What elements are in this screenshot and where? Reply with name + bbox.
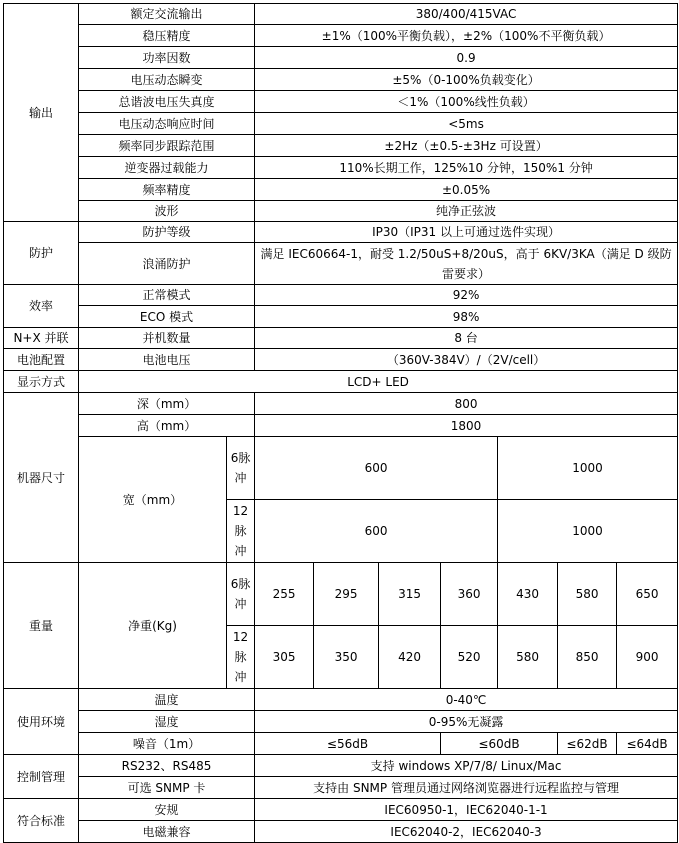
row-label: 额定交流输出 bbox=[79, 4, 255, 25]
row-label: 噪音（1m） bbox=[79, 733, 255, 755]
row-label: 电池电压 bbox=[79, 349, 255, 371]
table-row bbox=[4, 201, 678, 222]
table-row bbox=[4, 222, 678, 243]
cell-value: 305 bbox=[255, 626, 314, 689]
category-dimensions: 机器尺寸 bbox=[4, 393, 79, 563]
row-value: 110%长期工作，125%10 分钟，150%1 分钟 bbox=[255, 157, 678, 179]
row-label: 频率精度 bbox=[79, 179, 255, 201]
row-label: 宽（mm） bbox=[79, 437, 227, 563]
row-label: 波形 bbox=[79, 201, 255, 222]
cell-value: 350 bbox=[314, 626, 379, 689]
cell-value: 600 bbox=[255, 500, 498, 563]
table-row bbox=[4, 25, 678, 47]
row-value: 支持由 SNMP 管理员通过网络浏览器进行远程监控与管理 bbox=[255, 777, 678, 799]
cell-value: ≤64dB bbox=[617, 733, 678, 755]
cell-value: 295 bbox=[314, 563, 379, 626]
cell-value: 580 bbox=[498, 626, 558, 689]
spec-table bbox=[3, 3, 678, 843]
table-row bbox=[4, 243, 678, 285]
cell-value: 900 bbox=[617, 626, 678, 689]
table-row bbox=[4, 393, 678, 415]
pulse-label: 12脉冲 bbox=[227, 626, 255, 689]
cell-value: 850 bbox=[558, 626, 617, 689]
row-label: 湿度 bbox=[79, 711, 255, 733]
row-value: IP30（IP31 以上可通过选件实现） bbox=[255, 222, 678, 243]
row-label: 正常模式 bbox=[79, 285, 255, 306]
row-label: 电磁兼容 bbox=[79, 821, 255, 843]
table-row bbox=[4, 285, 678, 306]
table-row bbox=[4, 437, 678, 500]
cell-value: 255 bbox=[255, 563, 314, 626]
cell-value: 1000 bbox=[498, 500, 678, 563]
category-weight: 重量 bbox=[4, 563, 79, 689]
category-efficiency: 效率 bbox=[4, 285, 79, 328]
cell-value: 430 bbox=[498, 563, 558, 626]
row-value: ±1%（100%平衡负载），±2%（100%不平衡负载） bbox=[255, 25, 678, 47]
row-value: 支持 windows XP/7/8/ Linux/Mac bbox=[255, 755, 678, 777]
row-value: 1800 bbox=[255, 415, 678, 437]
cell-value: 360 bbox=[441, 563, 498, 626]
cell-value: 650 bbox=[617, 563, 678, 626]
cell-value: 315 bbox=[379, 563, 441, 626]
table-row bbox=[4, 563, 678, 626]
row-label: 浪涌防护 bbox=[79, 243, 255, 285]
pulse-label: 6脉冲 bbox=[227, 563, 255, 626]
row-value: ±0.05% bbox=[255, 179, 678, 201]
table-row bbox=[4, 821, 678, 843]
row-label: 安规 bbox=[79, 799, 255, 821]
table-row bbox=[4, 69, 678, 91]
pulse-label: 12脉冲 bbox=[227, 500, 255, 563]
row-label: 逆变器过载能力 bbox=[79, 157, 255, 179]
cell-value: 520 bbox=[441, 626, 498, 689]
table-row bbox=[4, 371, 678, 393]
row-value: ±5%（0-100%负载变化） bbox=[255, 69, 678, 91]
row-label: RS232、RS485 bbox=[79, 755, 255, 777]
cell-value: 420 bbox=[379, 626, 441, 689]
table-row bbox=[4, 157, 678, 179]
row-label: 稳压精度 bbox=[79, 25, 255, 47]
row-label: 高（mm） bbox=[79, 415, 255, 437]
row-value: 8 台 bbox=[255, 328, 678, 349]
row-value: IEC62040-2，IEC62040-3 bbox=[255, 821, 678, 843]
category-output: 输出 bbox=[4, 4, 79, 222]
row-value: <5ms bbox=[255, 113, 678, 135]
table-row bbox=[4, 113, 678, 135]
table-row bbox=[4, 4, 678, 25]
table-row bbox=[4, 711, 678, 733]
table-row bbox=[4, 91, 678, 113]
row-label: 温度 bbox=[79, 689, 255, 711]
row-value: 0-95%无凝露 bbox=[255, 711, 678, 733]
table-row bbox=[4, 415, 678, 437]
cell-value: 600 bbox=[255, 437, 498, 500]
row-value: ±2Hz（±0.5-±3Hz 可设置） bbox=[255, 135, 678, 157]
cell-value: ≤62dB bbox=[558, 733, 617, 755]
row-value: IEC60950-1，IEC62040-1-1 bbox=[255, 799, 678, 821]
table-row bbox=[4, 755, 678, 777]
row-value: 0.9 bbox=[255, 47, 678, 69]
category-parallel: N+X 并联 bbox=[4, 328, 79, 349]
row-label: 电压动态响应时间 bbox=[79, 113, 255, 135]
row-value: 0-40℃ bbox=[255, 689, 678, 711]
pulse-label: 6脉冲 bbox=[227, 437, 255, 500]
table-row bbox=[4, 306, 678, 328]
table-row bbox=[4, 135, 678, 157]
row-label: 功率因数 bbox=[79, 47, 255, 69]
category-protection: 防护 bbox=[4, 222, 79, 285]
table-row bbox=[4, 179, 678, 201]
row-label: 并机数量 bbox=[79, 328, 255, 349]
category-environment: 使用环境 bbox=[4, 689, 79, 755]
cell-value: 580 bbox=[558, 563, 617, 626]
category-standards: 符合标准 bbox=[4, 799, 79, 843]
row-label: 总谐波电压失真度 bbox=[79, 91, 255, 113]
row-value: LCD+ LED bbox=[79, 371, 678, 393]
row-value: 92% bbox=[255, 285, 678, 306]
row-label: 深（mm） bbox=[79, 393, 255, 415]
row-value: 800 bbox=[255, 393, 678, 415]
table-row bbox=[4, 777, 678, 799]
row-value: 380/400/415VAC bbox=[255, 4, 678, 25]
category-control: 控制管理 bbox=[4, 755, 79, 799]
row-label: 可选 SNMP 卡 bbox=[79, 777, 255, 799]
cell-value: 1000 bbox=[498, 437, 678, 500]
table-row bbox=[4, 328, 678, 349]
row-label: ECO 模式 bbox=[79, 306, 255, 328]
cell-value: ≤56dB bbox=[255, 733, 441, 755]
row-label: 电压动态瞬变 bbox=[79, 69, 255, 91]
row-label: 频率同步跟踪范围 bbox=[79, 135, 255, 157]
row-value: 纯净正弦波 bbox=[255, 201, 678, 222]
row-value: 满足 IEC60664-1，耐受 1.2/50uS+8/20uS，高于 6KV/3KA（满足 D 级防雷要求） bbox=[255, 243, 678, 285]
table-row bbox=[4, 689, 678, 711]
category-display: 显示方式 bbox=[4, 371, 79, 393]
table-row bbox=[4, 349, 678, 371]
row-value: （360V-384V）/（2V/cell） bbox=[255, 349, 678, 371]
table-row bbox=[4, 47, 678, 69]
row-value: 98% bbox=[255, 306, 678, 328]
row-label: 净重(Kg) bbox=[79, 563, 227, 689]
cell-value: ≤60dB bbox=[441, 733, 558, 755]
row-value: ＜1%（100%线性负载） bbox=[255, 91, 678, 113]
table-row bbox=[4, 733, 678, 755]
table-row bbox=[4, 799, 678, 821]
category-battery: 电池配置 bbox=[4, 349, 79, 371]
row-label: 防护等级 bbox=[79, 222, 255, 243]
